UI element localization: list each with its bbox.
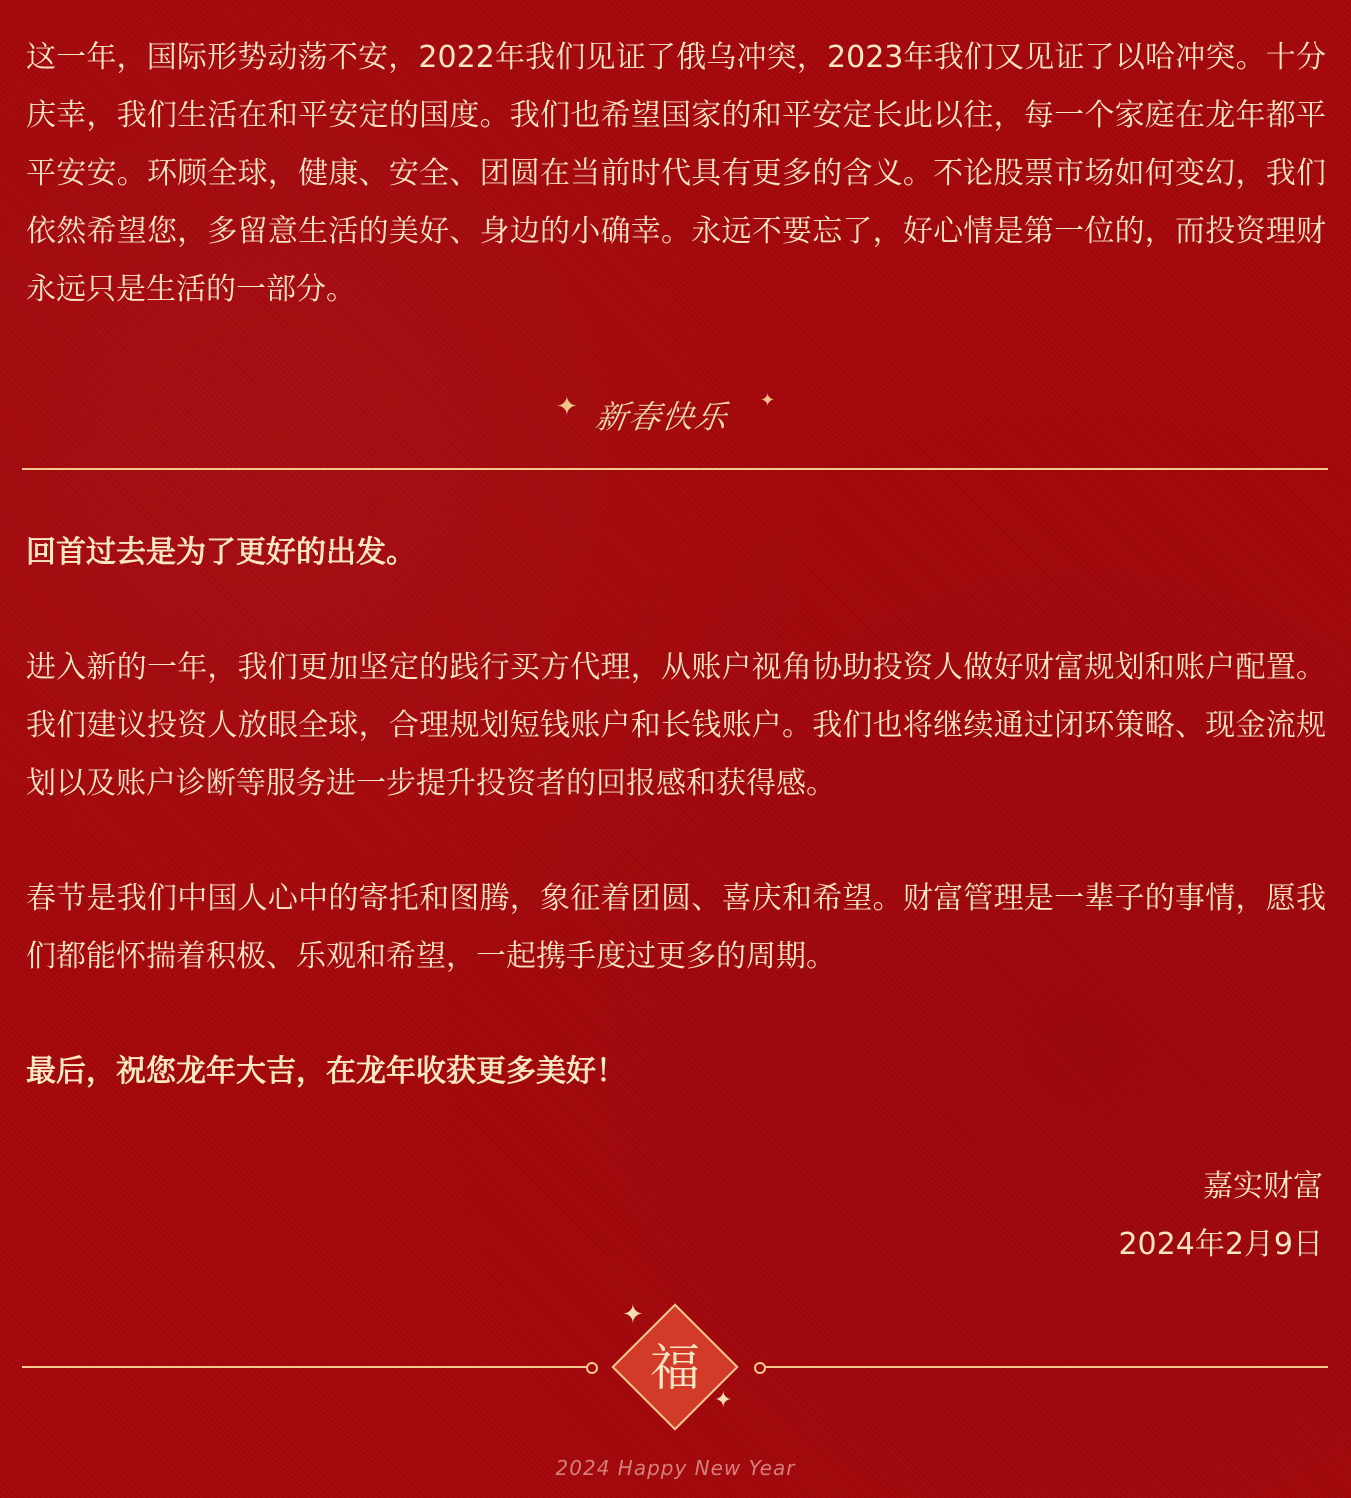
signature-date: 2024年2月9日 bbox=[1118, 1227, 1323, 1262]
footer-line-left bbox=[22, 1366, 590, 1368]
spring-festival-title bbox=[556, 386, 790, 456]
footer-line-right bbox=[762, 1366, 1328, 1368]
closing-wish: 最后，祝您龙年大吉，在龙年收获更多美好！ bbox=[26, 1054, 626, 1089]
line-end-ring-icon bbox=[586, 1362, 598, 1374]
signature-name: 嘉实财富 bbox=[1203, 1169, 1323, 1204]
sparkle-icon: ✦ bbox=[714, 1388, 733, 1413]
sparkle-icon: ✦ bbox=[556, 392, 578, 422]
section-heading: 回首过去是为了更好的出发。 bbox=[26, 535, 416, 570]
section-divider bbox=[22, 468, 1328, 470]
footer-caption: 2024 Happy New Year bbox=[555, 1456, 796, 1480]
paragraph-1: 这一年，国际形势动荡不安，2022年我们见证了俄乌冲突，2023年我们又见证了以哈冲突。十分庆幸，我们生活在和平安定的国度。我们也希望国家的和平安定长此以往，每一个家庭在龙年都平平安安。环顾全球，健康、安全、团圆在当前时代具有更多的含义。不论股票市场如何变幻，我们依然希望您，多留意生活的美好、身边的小确幸。永远不要忘了，好心情是第一位的，而投资理财永远只是生活的一部分。 bbox=[26, 40, 1326, 307]
spring-festival-text: 新春快乐 bbox=[593, 398, 731, 436]
line-end-ring-icon bbox=[754, 1362, 766, 1374]
fu-character: 福 bbox=[650, 1339, 700, 1397]
sparkle-icon: ✦ bbox=[760, 390, 776, 411]
paragraph-3: 春节是我们中国人心中的寄托和图腾，象征着团圆、喜庆和希望。财富管理是一辈子的事情，愿我们都能怀揣着积极、乐观和希望，一起携手度过更多的周期。 bbox=[26, 881, 1326, 974]
sparkle-icon: ✦ bbox=[622, 1300, 644, 1330]
paragraph-2: 进入新的一年，我们更加坚定的践行买方代理，从账户视角协助投资人做好财富规划和账户配置。我们建议投资人放眼全球，合理规划短钱账户和长钱账户。我们也将继续通过闭环策略、现金流规划以及账户诊断等服务进一步提升投资者的回报感和获得感。 bbox=[26, 650, 1326, 801]
